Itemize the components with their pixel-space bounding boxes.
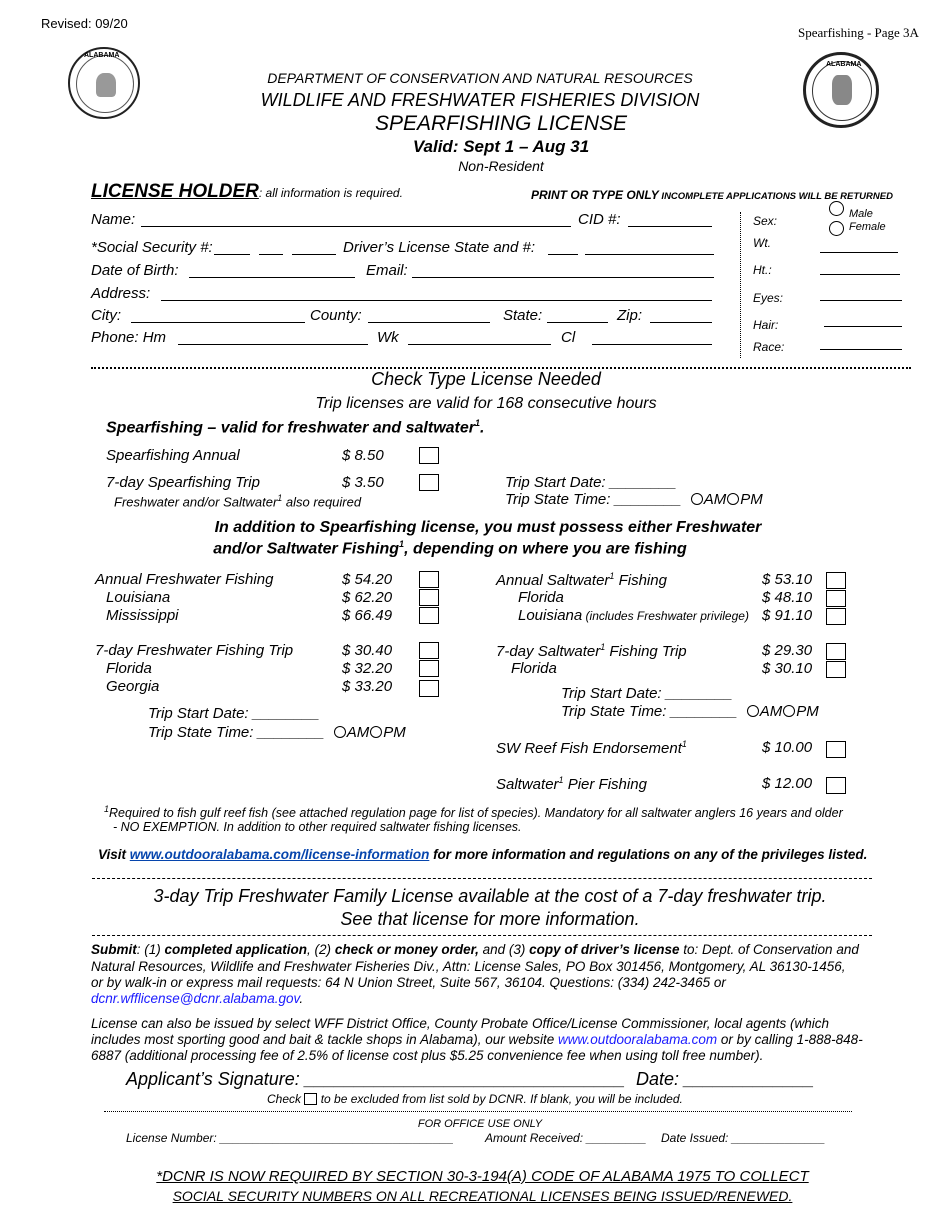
ssn-label: *Social Security #: bbox=[91, 239, 213, 256]
ssn-field-2[interactable] bbox=[259, 254, 283, 255]
phone-cell-label: Cl bbox=[561, 329, 576, 346]
fw-florida-label: Florida bbox=[106, 660, 152, 677]
fw-am-radio[interactable] bbox=[334, 726, 346, 738]
phone-home-label: Phone: Hm bbox=[91, 329, 167, 346]
office-divider bbox=[104, 1111, 852, 1112]
sw-louisiana-label: Louisiana (includes Freshwater privilege) bbox=[518, 607, 749, 624]
fw-florida-price: $ 32.20 bbox=[342, 660, 393, 677]
department-name: DEPARTMENT OF CONSERVATION AND NATURAL RESOURCES bbox=[267, 70, 693, 86]
county-field[interactable] bbox=[368, 322, 490, 323]
signature-date-field[interactable]: Date: _____________ bbox=[636, 1069, 815, 1089]
pier-label: Saltwater$^1$ Pier Fishing bbox=[496, 775, 647, 793]
sex-label: Sex: bbox=[753, 214, 778, 228]
dl-state-field[interactable] bbox=[548, 254, 578, 255]
fw-trip-label: 7-day Freshwater Fishing Trip bbox=[95, 642, 294, 659]
male-label: Male bbox=[849, 208, 873, 220]
family-line-1: 3-day Trip Freshwater Family License available at the cost of a 7-day freshwater trip. bbox=[153, 886, 827, 906]
sw-pm-radio[interactable] bbox=[783, 705, 795, 717]
ssn-notice-line-1: *DCNR IS NOW REQUIRED BY SECTION 30-3-194(A) CODE OF ALABAMA 1975 TO COLLECT bbox=[156, 1168, 809, 1185]
eyes-field[interactable] bbox=[820, 300, 902, 301]
eyes-label: Eyes: bbox=[753, 291, 784, 305]
address-label: Address: bbox=[91, 285, 151, 302]
valid-dates: Valid: Sept 1 – Aug 31 bbox=[412, 137, 590, 156]
residency: Non-Resident bbox=[458, 158, 544, 174]
issue-line-3: 6887 (additional processing fee of 2.5% of license cost plus $5.25 convenience fee when using toll free number). bbox=[91, 1048, 764, 1063]
spear-trip-start-date[interactable]: Trip Start Date: ________ bbox=[505, 474, 677, 491]
reef-label: SW Reef Fish Endorsement$^1$ bbox=[496, 739, 687, 757]
sw-florida-price: $ 48.10 bbox=[762, 589, 813, 606]
visit-line: Visit www.outdooralabama.com/license-information for more information and regulations on any of the privileges listed. bbox=[98, 847, 868, 862]
fw-louisiana-price: $ 62.20 bbox=[342, 589, 393, 606]
hair-field[interactable] bbox=[824, 326, 902, 327]
ssn-field-3[interactable] bbox=[292, 254, 336, 255]
footnote-line-1: $^1$Required to fish gulf reef fish (see attached regulation page for list of species). Mandatory for all saltwater anglers 16 years and older bbox=[104, 804, 843, 821]
applicant-signature-field[interactable]: Applicant’s Signature: ________________________________ bbox=[126, 1069, 626, 1089]
height-field[interactable] bbox=[820, 274, 900, 275]
office-use-title: FOR OFFICE USE ONLY bbox=[417, 1118, 543, 1130]
cid-label: CID #: bbox=[578, 211, 621, 228]
fw-georgia-price: $ 33.20 bbox=[342, 678, 393, 695]
trip-validity-note: Trip licenses are valid for 168 consecutive hours bbox=[315, 395, 657, 412]
print-note: PRINT OR TYPE ONLY INCOMPLETE APPLICATIONS WILL BE RETURNED bbox=[531, 188, 893, 202]
fw-louisiana-label: Louisiana bbox=[106, 589, 171, 606]
left-seal-logo: ALABAMA bbox=[68, 47, 140, 119]
male-radio[interactable] bbox=[828, 201, 845, 220]
county-label: County: bbox=[310, 307, 362, 324]
footnote-line-2: - NO EXEMPTION. In addition to other required saltwater fishing licenses. bbox=[113, 820, 522, 834]
license-number-field: License Number: ___________________________________ bbox=[126, 1131, 454, 1145]
spear-annual-price: $ 8.50 bbox=[342, 447, 384, 464]
exclusion-line: Check to be excluded from list sold by DCNR. If blank, you will be included. bbox=[267, 1092, 683, 1106]
license-info-link[interactable]: www.outdooralabama.com/license-information bbox=[129, 847, 430, 862]
date-issued-field: Date Issued: ______________ bbox=[661, 1131, 826, 1145]
page-label: Spearfishing - Page 3A bbox=[798, 25, 919, 40]
spear-trip-checkbox[interactable] bbox=[419, 474, 439, 491]
spear-annual-checkbox[interactable] bbox=[419, 447, 439, 464]
address-field[interactable] bbox=[161, 300, 712, 301]
fw-trip-checkbox[interactable] bbox=[419, 642, 439, 659]
check-type-heading: Check Type License Needed bbox=[371, 369, 601, 389]
ssn-field-1[interactable] bbox=[214, 254, 250, 255]
sw-florida-label: Florida bbox=[518, 589, 564, 606]
phone-work-label: Wk bbox=[377, 329, 399, 346]
state-field[interactable] bbox=[547, 322, 608, 323]
fw-florida-checkbox[interactable] bbox=[419, 660, 439, 677]
sw-annual-checkbox[interactable] bbox=[826, 572, 846, 589]
hair-label: Hair: bbox=[753, 318, 779, 332]
race-field[interactable] bbox=[820, 349, 902, 350]
reef-price: $ 10.00 bbox=[762, 739, 813, 756]
revised-date: Revised: 09/20 bbox=[41, 16, 128, 31]
spear-pm-radio[interactable] bbox=[727, 493, 739, 505]
name-field[interactable] bbox=[141, 226, 571, 227]
fw-georgia-checkbox[interactable] bbox=[419, 680, 439, 697]
sw-trip-price: $ 29.30 bbox=[762, 642, 813, 659]
spear-annual-label: Spearfishing Annual bbox=[106, 447, 240, 464]
sw-annual-label: Annual Saltwater$^1$ Fishing bbox=[496, 571, 667, 589]
website-link[interactable]: www.outdooralabama.com bbox=[558, 1032, 718, 1047]
drivers-license-label: Driver’s License State and #: bbox=[343, 239, 536, 256]
name-label: Name: bbox=[91, 211, 136, 228]
fw-annual-checkbox[interactable] bbox=[419, 571, 439, 588]
sw-trip-florida-price: $ 30.10 bbox=[762, 660, 813, 677]
city-field[interactable] bbox=[131, 322, 305, 323]
submit-email-link[interactable]: dcnr.wfflicense@dcnr.alabama.gov bbox=[91, 991, 300, 1006]
sw-am-radio[interactable] bbox=[747, 705, 759, 717]
zip-label: Zip: bbox=[617, 307, 643, 324]
dashed-divider-bottom bbox=[92, 935, 872, 936]
sw-trip-label: 7-day Saltwater$^1$ Fishing Trip bbox=[496, 642, 687, 660]
fw-annual-label: Annual Freshwater Fishing bbox=[95, 571, 274, 588]
dl-number-field[interactable] bbox=[585, 254, 714, 255]
family-line-2: See that license for more information. bbox=[340, 909, 640, 929]
fw-trip-price: $ 30.40 bbox=[342, 642, 393, 659]
spear-trip-label: 7-day Spearfishing Trip bbox=[106, 474, 260, 491]
fw-pm-radio[interactable] bbox=[370, 726, 382, 738]
issue-line-2: includes most sporting good and bait & tackle shops in Alabama), our website www.outdooralabama.com or by calling 1-888-848- bbox=[91, 1032, 863, 1047]
sw-trip-state-time[interactable]: Trip State Time: ________ AM PM bbox=[561, 703, 819, 720]
height-label: Ht.: bbox=[753, 263, 772, 277]
submit-email-line: dcnr.wfflicense@dcnr.alabama.gov. bbox=[91, 991, 304, 1006]
sw-trip-start-date[interactable]: Trip Start Date: ________ bbox=[561, 685, 733, 702]
submit-line-1: Submit: (1) completed application, (2) check or money order, and (3) copy of driver’s license to: Dept. of Conservation and bbox=[91, 942, 859, 957]
pier-checkbox[interactable] bbox=[826, 777, 846, 794]
spear-trip-price: $ 3.50 bbox=[342, 474, 384, 491]
sw-trip-florida-checkbox[interactable] bbox=[826, 661, 846, 678]
dashed-divider-top bbox=[92, 878, 872, 879]
fw-georgia-label: Georgia bbox=[106, 678, 160, 695]
phone-home-field[interactable] bbox=[178, 344, 368, 345]
amount-received-field: Amount Received: _________ bbox=[485, 1131, 647, 1145]
sw-louisiana-checkbox[interactable] bbox=[826, 608, 846, 625]
fw-mississippi-checkbox[interactable] bbox=[419, 607, 439, 624]
sw-annual-price: $ 53.10 bbox=[762, 571, 813, 588]
fw-trip-start-date[interactable]: Trip Start Date: ________ bbox=[148, 705, 320, 722]
cid-field[interactable] bbox=[628, 226, 712, 227]
weight-label: Wt. bbox=[753, 236, 771, 250]
license-holder-heading: LICENSE HOLDER: all information is required. bbox=[91, 181, 403, 202]
sw-florida-checkbox[interactable] bbox=[826, 590, 846, 607]
right-seal-logo: ALABAMA bbox=[803, 52, 879, 128]
weight-field[interactable] bbox=[820, 252, 898, 253]
exclusion-checkbox[interactable] bbox=[304, 1093, 317, 1105]
phone-work-field[interactable] bbox=[408, 344, 551, 345]
issue-line-1: License can also be issued by select WFF District Office, County Probate Office/License Commissioner, local agents (which bbox=[91, 1016, 830, 1031]
phone-cell-field[interactable] bbox=[592, 344, 712, 345]
ssn-notice-line-2: SOCIAL SECURITY NUMBERS ON ALL RECREATIONAL LICENSES BEING ISSUED/RENEWED. bbox=[172, 1188, 793, 1204]
addition-line-2: and/or Saltwater Fishing$^1$, depending on where you are fishing bbox=[213, 539, 687, 558]
submit-line-2: Natural Resources, Wildlife and Freshwater Fisheries Div., Attn: License Sales, PO Box 301456, Montgomery, AL 36130-1456, bbox=[91, 959, 846, 974]
email-label: Email: bbox=[366, 262, 408, 279]
race-label: Race: bbox=[753, 340, 785, 354]
email-field[interactable] bbox=[412, 277, 714, 278]
spear-trip-note: Freshwater and/or Saltwater$^1$ also required bbox=[114, 493, 362, 510]
female-radio[interactable] bbox=[828, 221, 845, 240]
reef-checkbox[interactable] bbox=[826, 741, 846, 758]
addition-line-1: In addition to Spearfishing license, you must possess either Freshwater bbox=[214, 519, 762, 536]
submit-line-3: or by walk-in or express mail requests: 64 N Union Street, Suite 567, 36104. Questions: (334) 242-3465 or bbox=[91, 975, 726, 990]
dob-field[interactable] bbox=[189, 277, 355, 278]
zip-field[interactable] bbox=[650, 322, 712, 323]
female-label: Female bbox=[849, 221, 886, 233]
sw-trip-florida-label: Florida bbox=[511, 660, 557, 677]
pier-price: $ 12.00 bbox=[762, 775, 813, 792]
spear-trip-state-time[interactable]: Trip State Time: ________ AM PM bbox=[505, 491, 763, 508]
spearfishing-heading: Spearfishing – valid for freshwater and saltwater$^1$. bbox=[106, 418, 485, 437]
state-label: State: bbox=[503, 307, 543, 324]
sw-louisiana-price: $ 91.10 bbox=[762, 607, 813, 624]
fw-trip-state-time[interactable]: Trip State Time: ________ AM PM bbox=[148, 724, 406, 741]
fw-mississippi-price: $ 66.49 bbox=[342, 607, 393, 624]
fw-mississippi-label: Mississippi bbox=[106, 607, 179, 624]
dob-label: Date of Birth: bbox=[91, 262, 179, 279]
sw-trip-checkbox[interactable] bbox=[826, 643, 846, 660]
fw-annual-price: $ 54.20 bbox=[342, 571, 393, 588]
division-name: WILDLIFE AND FRESHWATER FISHERIES DIVISION bbox=[260, 90, 700, 110]
city-label: City: bbox=[91, 307, 121, 324]
fw-louisiana-checkbox[interactable] bbox=[419, 589, 439, 606]
spear-am-radio[interactable] bbox=[691, 493, 703, 505]
vertical-divider bbox=[740, 212, 741, 358]
form-title: SPEARFISHING LICENSE bbox=[374, 112, 628, 135]
